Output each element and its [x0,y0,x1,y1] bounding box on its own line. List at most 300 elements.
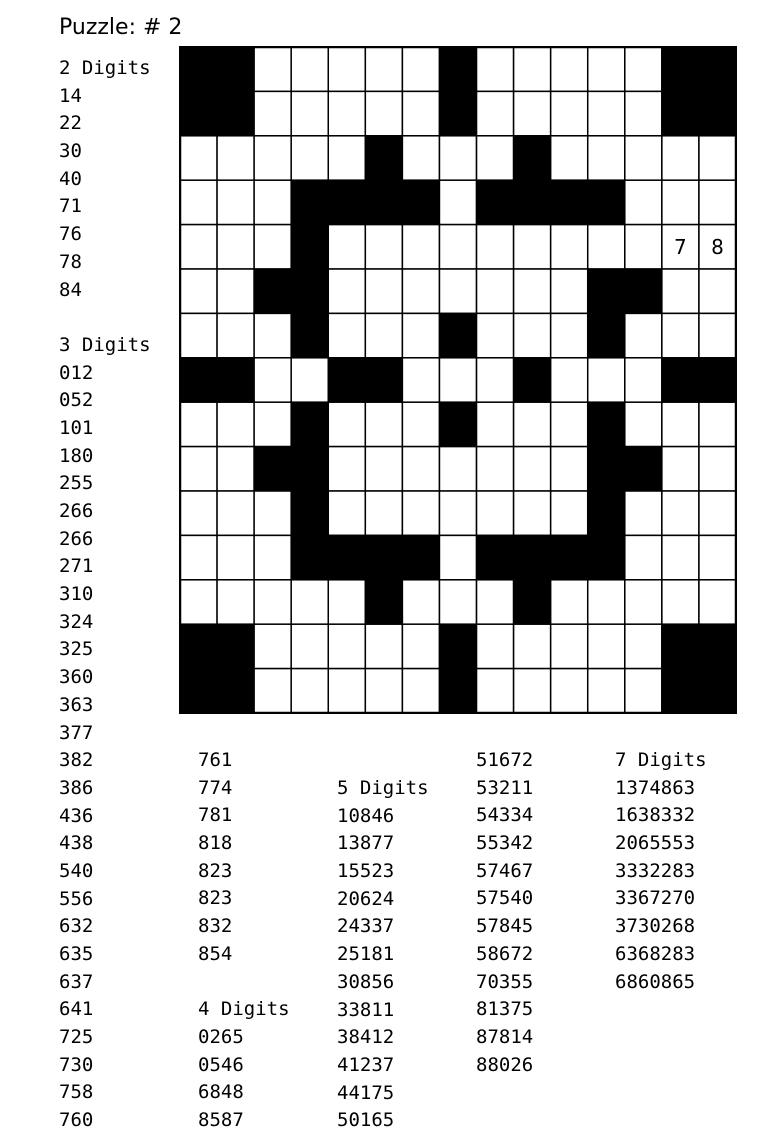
grid-cell-digit: 7 [674,234,687,259]
grid-cell[interactable] [328,491,365,535]
list-item: 15523 [337,860,395,883]
word-list-column-5 [615,747,707,996]
grid-cell[interactable] [514,225,551,269]
grid-cell[interactable] [365,447,402,491]
grid-cell[interactable] [291,136,328,180]
grid-cell[interactable] [662,180,699,224]
grid-cell[interactable] [254,491,291,535]
grid-cell[interactable] [217,313,254,357]
grid-cell-black [699,47,736,91]
list-item: 436 [59,804,94,827]
grid-cell[interactable] [699,402,736,446]
grid-cell[interactable] [180,269,217,313]
grid-cell[interactable] [365,269,402,313]
grid-cell[interactable] [439,535,476,579]
grid-cell-black [588,447,625,491]
grid-cell[interactable] [217,491,254,535]
list-item: 58672 [476,942,534,965]
grid-cell[interactable] [625,313,662,357]
grid-cell-black [180,669,217,713]
list-item: 012 [59,361,94,384]
grid-cell-black [588,491,625,535]
grid-cell-black [699,669,736,713]
grid-cell-black [588,402,625,446]
list-item: 6368283 [615,942,696,965]
grid-cell-black [439,624,476,668]
grid-cell[interactable] [588,580,625,624]
grid-cell[interactable] [402,358,439,402]
grid-cell[interactable] [254,535,291,579]
grid-cell[interactable] [699,580,736,624]
grid-cell[interactable] [551,491,588,535]
grid-cell[interactable] [402,447,439,491]
grid-cell[interactable] [328,47,365,91]
grid-cell[interactable] [477,269,514,313]
grid-cell-black [514,358,551,402]
grid-cell[interactable] [514,491,551,535]
list-item: 81375 [476,998,534,1021]
grid-cell[interactable] [699,136,736,180]
grid-cell[interactable] [291,580,328,624]
grid-cell-black [514,136,551,180]
grid-cell-black [328,535,365,579]
grid-cell[interactable] [662,447,699,491]
grid-cell-black [402,180,439,224]
grid-cell[interactable] [588,136,625,180]
grid-cell[interactable] [588,624,625,668]
grid-cell[interactable] [328,447,365,491]
grid-cell-black [514,535,551,579]
grid-cell[interactable] [662,580,699,624]
grid-cell-black [588,269,625,313]
grid-cell-black [291,313,328,357]
grid-cell[interactable] [588,47,625,91]
grid-cell[interactable] [477,402,514,446]
grid-cell[interactable] [402,269,439,313]
list-item: 180 [59,444,94,467]
grid-cell[interactable] [439,447,476,491]
grid-cell-black [588,313,625,357]
list-item: 101 [59,416,94,439]
list-item: 854 [198,942,233,965]
list-item: 24337 [337,915,395,938]
grid-cell[interactable] [291,358,328,402]
grid-cell[interactable] [291,669,328,713]
list-item: 3367270 [615,887,696,910]
list-item: 30 [59,140,82,163]
list-item: 8587 [198,1108,244,1131]
grid-cell-black [477,180,514,224]
grid-cell[interactable] [439,491,476,535]
grid-cell[interactable] [625,47,662,91]
grid-cell[interactable] [365,402,402,446]
grid-cell-black [662,47,699,91]
list-item: 2065553 [615,832,696,855]
grid-cell[interactable] [514,669,551,713]
list-item: 0265 [198,1025,244,1048]
list-item: 87814 [476,1025,534,1048]
grid-cell[interactable] [625,402,662,446]
grid-cell[interactable] [328,136,365,180]
grid-cell[interactable] [514,447,551,491]
word-list-column-3 [337,775,429,1135]
list-item: 22 [59,112,82,135]
grid-cell-black [328,358,365,402]
grid-cell-black [662,624,699,668]
grid-cell[interactable] [402,313,439,357]
grid-cell[interactable] [180,313,217,357]
list-item: 70355 [476,970,534,993]
list-item: 266 [59,527,94,550]
grid-cell[interactable] [439,136,476,180]
list-item: 0546 [198,1053,244,1076]
grid-cell[interactable] [625,225,662,269]
grid-cell[interactable] [514,313,551,357]
list-item: 363 [59,693,94,716]
list-heading: 4 Digits [198,998,290,1021]
grid-cell[interactable] [328,269,365,313]
list-item: 40 [59,167,82,190]
grid-cell[interactable] [477,669,514,713]
grid-cell[interactable] [402,491,439,535]
grid-cell[interactable] [625,491,662,535]
list-item: 823 [198,887,233,910]
grid-cell[interactable] [699,491,736,535]
list-item: 57467 [476,859,534,882]
grid-cell[interactable] [514,91,551,135]
grid-cell[interactable] [439,180,476,224]
grid-cell[interactable] [551,447,588,491]
list-item: 14 [59,84,82,107]
grid-cell[interactable] [439,269,476,313]
grid-cell[interactable] [551,669,588,713]
grid-cell[interactable] [365,624,402,668]
grid-cell[interactable] [217,580,254,624]
grid-cell[interactable] [477,225,514,269]
grid-cell[interactable] [625,535,662,579]
grid-cell[interactable] [439,580,476,624]
list-item: 052 [59,389,94,412]
grid-cell[interactable] [254,580,291,624]
grid-cell[interactable] [254,358,291,402]
list-item: 38412 [337,1026,395,1049]
list-item: 271 [59,555,94,578]
grid-cell[interactable] [365,491,402,535]
grid-cell[interactable] [551,624,588,668]
list-item: 818 [198,832,233,855]
list-item: 324 [59,610,94,633]
list-item: 266 [59,500,94,522]
grid-cell[interactable] [180,580,217,624]
grid-cell-black [514,180,551,224]
grid-cell-black [439,402,476,446]
list-item: 6860865 [615,970,696,993]
grid-cell-black [291,491,328,535]
grid-cell[interactable] [254,313,291,357]
grid-cell-black [291,225,328,269]
list-item: 50165 [337,1109,395,1132]
grid-cell-black [439,669,476,713]
grid-cell[interactable] [291,47,328,91]
list-item: 641 [59,998,94,1021]
grid-cell-black [514,580,551,624]
grid-cell[interactable] [625,358,662,402]
grid-cell[interactable] [514,47,551,91]
grid-cell-black [477,535,514,579]
grid-cell-black [365,358,402,402]
list-item: 78 [59,250,82,273]
grid-cell-digit: 8 [711,234,724,259]
grid-cell[interactable] [180,535,217,579]
list-heading: 5 Digits [337,777,429,799]
grid-cell[interactable] [551,402,588,446]
grid-cell-black [291,447,328,491]
grid-cell-black [439,47,476,91]
grid-cell[interactable] [662,269,699,313]
grid-cell[interactable] [662,313,699,357]
list-item: 3332283 [615,859,696,882]
list-item: 57845 [476,915,534,938]
grid-cell[interactable] [699,180,736,224]
grid-cell[interactable] [217,535,254,579]
grid-cell-black [365,535,402,579]
grid-cell[interactable] [439,225,476,269]
grid-cell-black [699,358,736,402]
grid-cell[interactable] [402,47,439,91]
list-item: 44175 [337,1081,395,1104]
grid-cell[interactable] [328,313,365,357]
list-item: 57540 [476,887,534,910]
grid-cell[interactable] [254,180,291,224]
grid-cell[interactable] [328,669,365,713]
list-heading: 7 Digits [615,749,707,771]
grid-cell-black [365,136,402,180]
grid-cell[interactable] [551,91,588,135]
list-item: 382 [59,749,94,772]
grid-cell[interactable] [551,269,588,313]
grid-cell[interactable] [180,225,217,269]
grid-cell[interactable] [254,624,291,668]
list-item: 540 [59,859,94,882]
grid-cell[interactable] [514,269,551,313]
grid-cell-black [662,669,699,713]
list-item: 1638332 [615,804,696,827]
grid-cell-black [291,180,328,224]
grid-cell-black [588,535,625,579]
grid-cell-black [551,180,588,224]
grid-cell[interactable] [477,624,514,668]
grid-cell[interactable] [588,91,625,135]
puzzle-grid [179,46,737,714]
grid-cell-black [551,535,588,579]
grid-cell[interactable] [217,136,254,180]
grid-cell[interactable] [291,91,328,135]
list-item: 88026 [476,1053,534,1076]
grid-cell[interactable] [439,358,476,402]
grid-cell[interactable] [254,136,291,180]
grid-cell[interactable] [477,313,514,357]
grid-cell[interactable] [625,580,662,624]
grid-cell[interactable] [402,402,439,446]
list-item: 360 [59,666,94,689]
grid-cell-black [625,269,662,313]
grid-cell[interactable] [477,136,514,180]
grid-cell[interactable] [551,358,588,402]
grid-cell[interactable] [477,358,514,402]
grid-cell[interactable] [365,225,402,269]
list-item: 6848 [198,1081,244,1104]
grid-cell-black [365,180,402,224]
grid-cell[interactable] [625,180,662,224]
list-item: 760 [59,1109,94,1132]
list-heading: 2 Digits [59,57,151,79]
grid-cell[interactable] [514,402,551,446]
list-item: 10846 [337,804,395,827]
grid-cell[interactable] [254,402,291,446]
grid-cell[interactable] [477,47,514,91]
grid-cell[interactable] [551,313,588,357]
grid-cell[interactable] [402,624,439,668]
grid-cell[interactable] [291,624,328,668]
list-item: 3730268 [615,915,696,938]
list-item: 758 [59,1081,94,1104]
grid-cell[interactable] [551,47,588,91]
grid-cell[interactable] [588,669,625,713]
grid-cell[interactable] [402,580,439,624]
grid-cell[interactable] [625,624,662,668]
grid-cell-black [217,91,254,135]
list-item: 725 [59,1026,94,1049]
list-item: 377 [59,721,94,744]
grid-cell-black [588,180,625,224]
grid-cell[interactable] [477,491,514,535]
grid-cell[interactable] [588,225,625,269]
grid-cell[interactable] [402,225,439,269]
grid-cell-black [365,580,402,624]
grid-cell[interactable] [699,447,736,491]
grid-cell[interactable] [402,136,439,180]
grid-cell[interactable] [662,535,699,579]
grid-cell[interactable] [477,447,514,491]
grid-cell[interactable] [365,669,402,713]
grid-cell[interactable] [625,136,662,180]
list-item: 438 [59,832,94,855]
list-item: 823 [198,859,233,882]
list-item: 25181 [337,943,395,966]
grid-cell[interactable] [328,225,365,269]
grid-cell[interactable] [180,402,217,446]
grid-cell[interactable] [699,269,736,313]
grid-cell-black [439,91,476,135]
grid-cell[interactable] [217,269,254,313]
list-item: 76 [59,223,82,246]
grid-cell-black [217,47,254,91]
grid-cell[interactable] [217,447,254,491]
grid-cell[interactable] [180,491,217,535]
list-item: 54334 [476,804,534,827]
grid-cell[interactable] [365,47,402,91]
grid-cell-black [402,535,439,579]
puzzle-title: Puzzle: # 2 [59,15,183,40]
grid-cell-black [180,358,217,402]
grid-cell[interactable] [625,669,662,713]
grid-cell[interactable] [551,225,588,269]
grid-cell[interactable] [699,313,736,357]
grid-cell[interactable] [328,580,365,624]
grid-cell[interactable] [477,580,514,624]
list-item: 41237 [337,1053,395,1076]
grid-cell[interactable] [662,402,699,446]
grid-cell-black [291,535,328,579]
grid-cell-black [662,91,699,135]
grid-cell[interactable] [328,91,365,135]
grid-cell-black [291,269,328,313]
list-item: 556 [59,887,94,910]
grid-cell-black [439,313,476,357]
list-item: 386 [59,776,94,799]
grid-cell[interactable] [514,624,551,668]
grid-cell[interactable] [402,669,439,713]
grid-cell-black [217,358,254,402]
grid-cell[interactable] [365,91,402,135]
grid-cell-black [328,180,365,224]
word-list-column-4 [476,747,533,1079]
list-item: 637 [59,970,94,993]
list-item: 33811 [337,998,395,1021]
grid-cell[interactable] [254,225,291,269]
grid-cell[interactable] [180,447,217,491]
grid-cell[interactable] [365,313,402,357]
list-item: 84 [59,278,82,301]
list-item: 53211 [476,776,534,799]
grid-cell[interactable] [180,136,217,180]
grid-cell[interactable] [254,47,291,91]
grid-cell[interactable] [477,91,514,135]
list-item: 71 [59,195,82,218]
list-heading: 3 Digits [59,333,151,356]
list-item: 761 [198,749,233,771]
list-item: 632 [59,915,94,938]
grid-cell[interactable] [662,136,699,180]
grid-cell[interactable] [217,225,254,269]
grid-cell-black [180,47,217,91]
list-item: 832 [198,915,233,938]
grid-cell[interactable] [254,91,291,135]
list-item: 55342 [476,832,534,855]
grid-svg [179,46,737,714]
list-item: 781 [198,804,233,827]
grid-cell[interactable] [662,491,699,535]
grid-cell[interactable] [625,91,662,135]
grid-cell[interactable] [551,136,588,180]
list-item: 325 [59,638,94,661]
list-item: 774 [198,776,233,799]
grid-cell[interactable] [180,180,217,224]
grid-cell[interactable] [699,535,736,579]
grid-cell[interactable] [217,402,254,446]
grid-cell[interactable] [588,358,625,402]
grid-cell[interactable] [551,580,588,624]
list-item: 1374863 [615,776,696,799]
grid-cell[interactable] [217,180,254,224]
grid-cell[interactable] [402,91,439,135]
grid-cell-black [662,358,699,402]
list-item: 255 [59,472,94,495]
grid-cell[interactable] [328,402,365,446]
grid-cell[interactable] [328,624,365,668]
list-item: 635 [59,943,94,965]
grid-cell[interactable] [254,669,291,713]
